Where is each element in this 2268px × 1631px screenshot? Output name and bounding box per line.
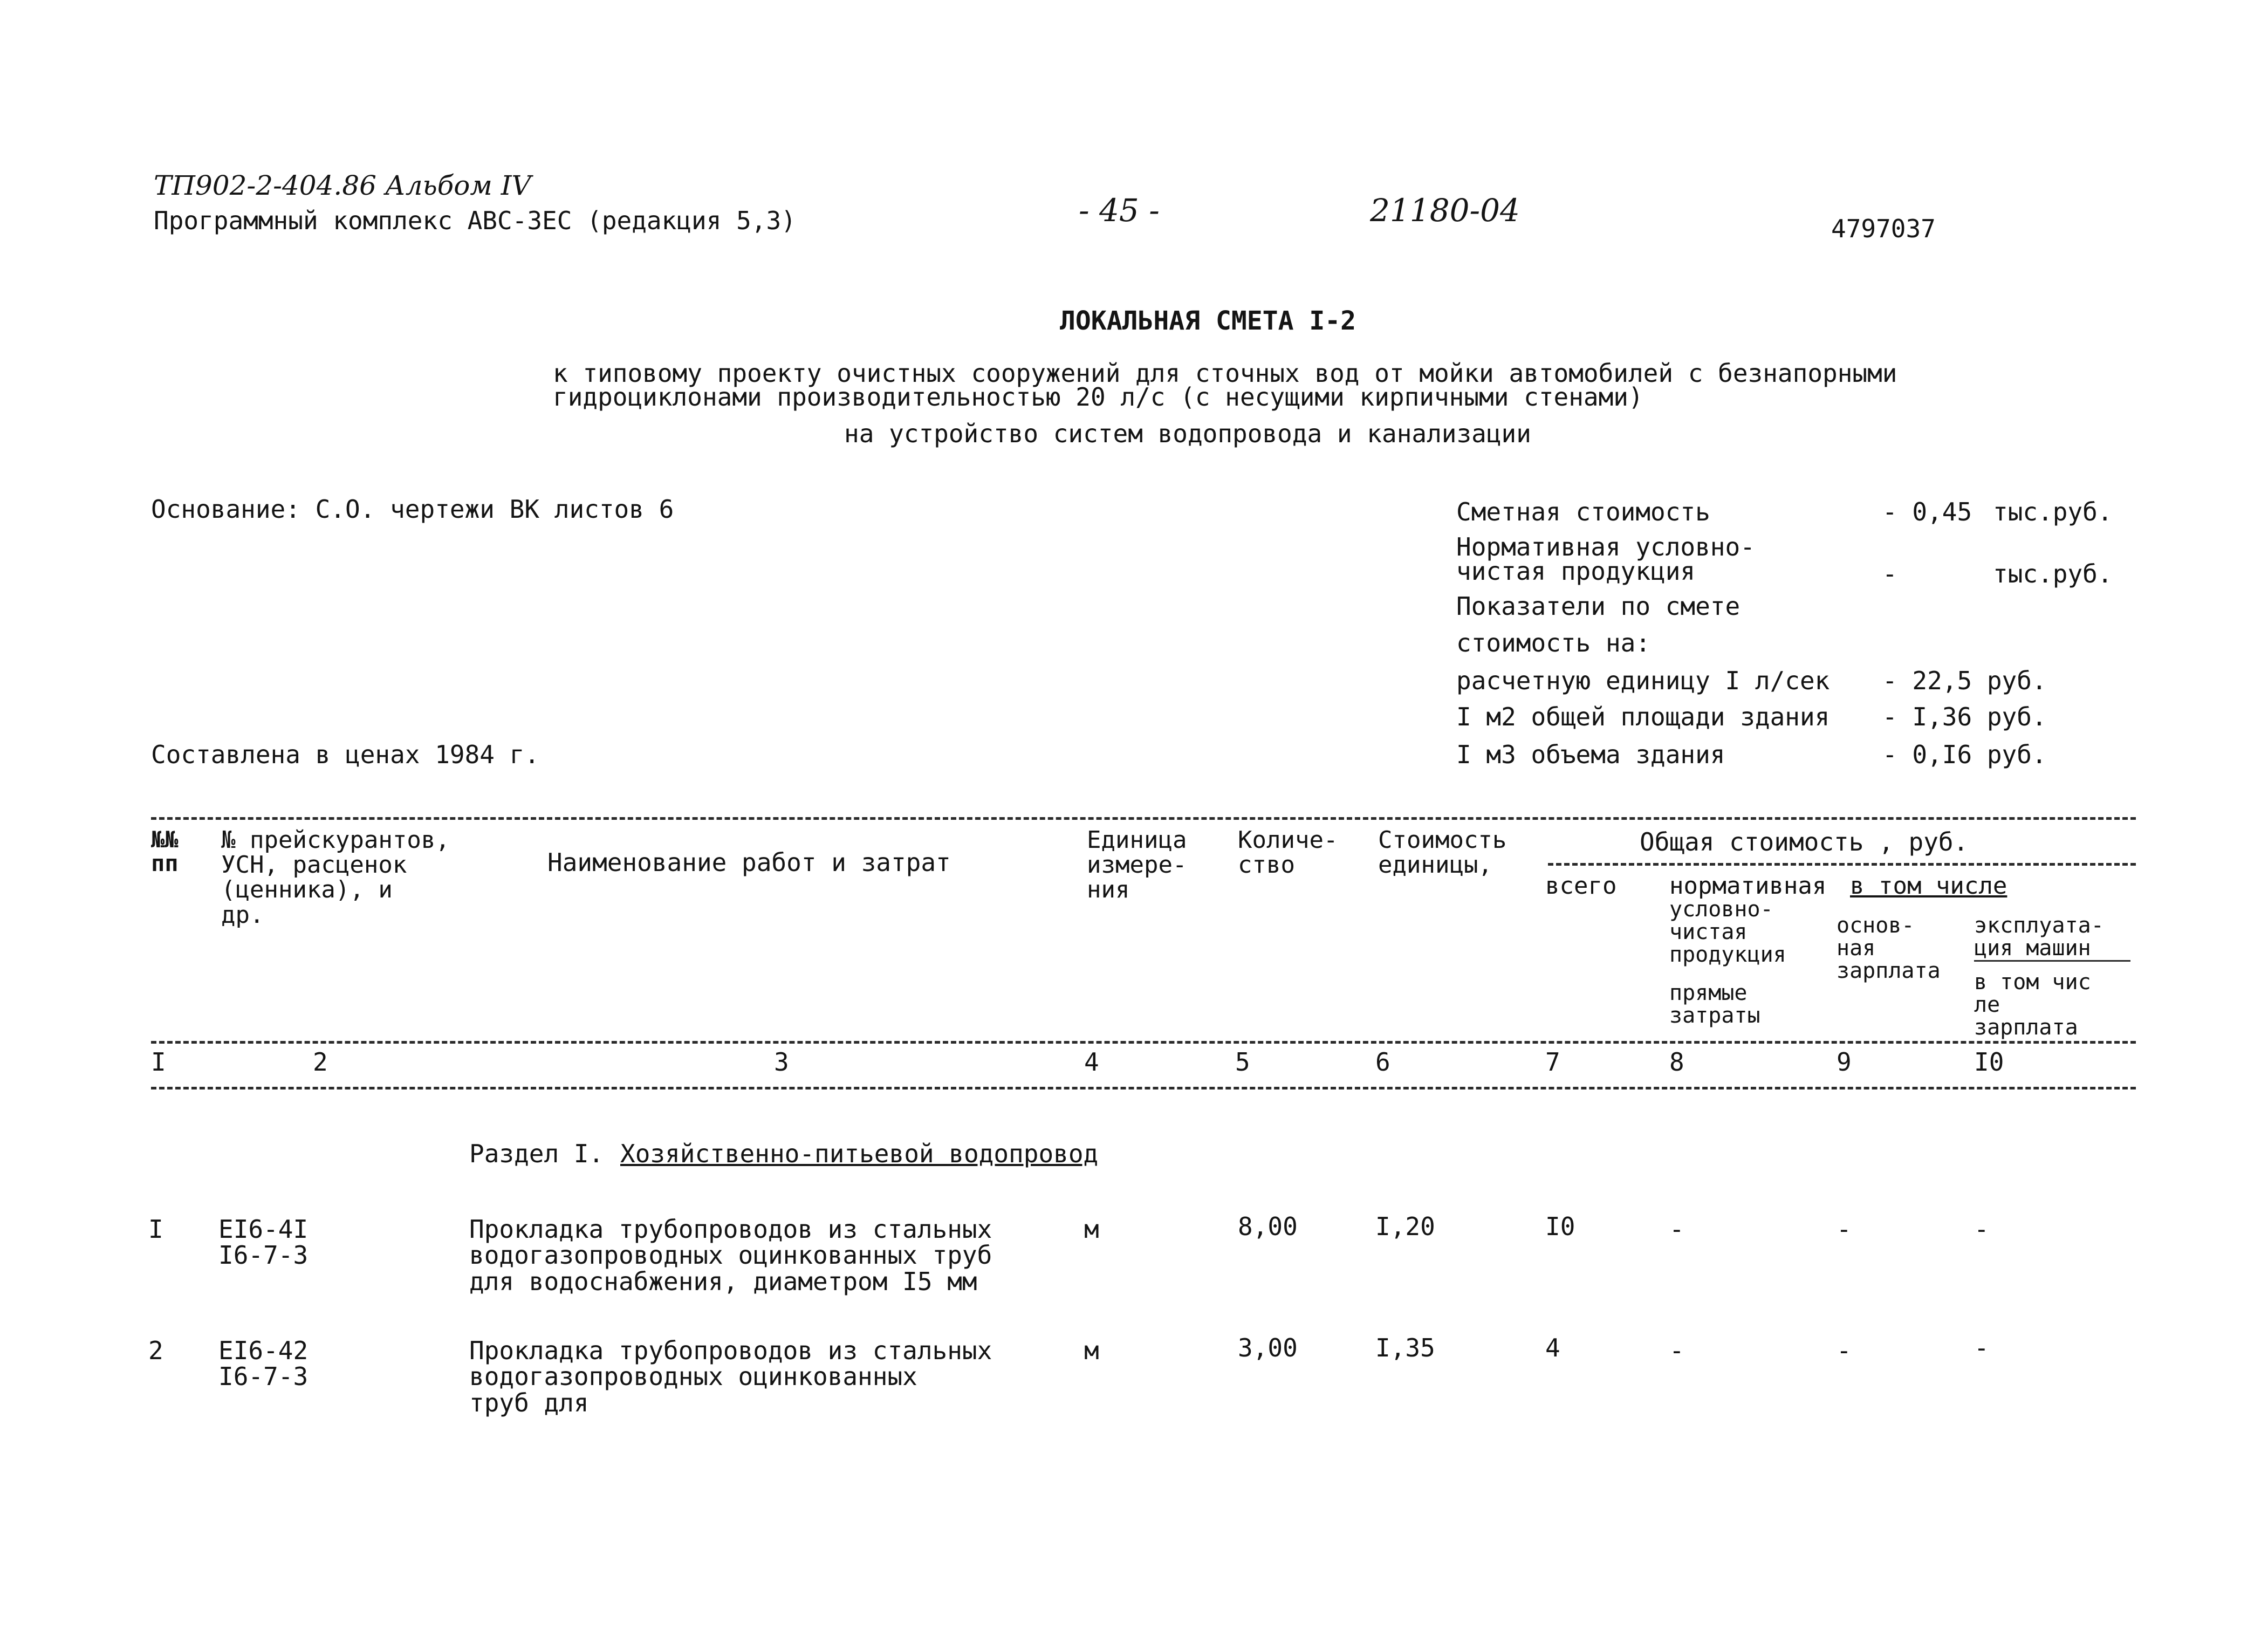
area-indicator-label: I м2 общей площади здания bbox=[1456, 702, 1830, 731]
table-top-rule bbox=[151, 817, 2136, 820]
header-col-3: Наименование работ и затрат bbox=[547, 848, 951, 877]
row-unit: м bbox=[1084, 1336, 1099, 1365]
basis: Основание: С.О. чертежи ВК листов 6 bbox=[151, 495, 674, 524]
col-number-6: 6 bbox=[1375, 1047, 1390, 1077]
section-name: Хозяйственно-питьевой водопровод bbox=[620, 1139, 1099, 1168]
col-number-2: 2 bbox=[313, 1047, 328, 1077]
header-col-8-top: условно- чистая продукция bbox=[1669, 897, 1786, 967]
row-code: ЕI6-4I I6-7-3 bbox=[218, 1215, 309, 1270]
header-col-8-bottom: прямые затраты bbox=[1669, 981, 1760, 1028]
col-10-separator bbox=[1974, 960, 2130, 962]
header-col-2: № прейскурантов, УСН, расценок (ценника), и др. bbox=[221, 826, 450, 929]
col-number-4: 4 bbox=[1084, 1047, 1099, 1077]
estimate-title: ЛОКАЛЬНАЯ СМЕТА I-2 bbox=[1060, 306, 1356, 336]
program-name: Программный комплекс АВС-3ЕС (редакция 5,3) bbox=[154, 206, 796, 235]
row-name: Прокладка трубопроводов из стальных водогазопроводных оцинкованных труб для bbox=[469, 1336, 992, 1417]
row-col-9: - bbox=[1837, 1336, 1852, 1365]
row-col-10: - bbox=[1974, 1333, 1989, 1362]
header-bottom-rule bbox=[151, 1041, 2136, 1044]
page-number: - 45 - bbox=[1079, 192, 1160, 229]
title-line-3: на устройство систем водопровода и канализации bbox=[844, 419, 1531, 448]
col-number-9: 9 bbox=[1837, 1047, 1852, 1077]
title-line-2: гидроциклонами производительностью 20 л/с (с несущими кирпичными стенами) bbox=[553, 382, 1643, 412]
unit-indicator-label: расчетную единицу I л/сек bbox=[1456, 666, 1830, 695]
cost-unit: тыс.руб. bbox=[1993, 497, 2113, 526]
row-col-8: - bbox=[1669, 1336, 1684, 1365]
row-total: 4 bbox=[1545, 1333, 1560, 1362]
row-quantity: 3,00 bbox=[1238, 1333, 1298, 1362]
section-prefix: Раздел I. bbox=[469, 1139, 604, 1168]
row-col-9: - bbox=[1837, 1215, 1852, 1244]
header-col-6: Стоимость единицы, bbox=[1378, 826, 1507, 879]
document-code: 21180-04 bbox=[1370, 192, 1520, 229]
row-col-10: - bbox=[1974, 1215, 1989, 1244]
title-line-1: к типовому проекту очистных сооружений для сточных вод от мойки автомобилей с безнапорными bbox=[553, 359, 1897, 388]
col-number-5: 5 bbox=[1235, 1047, 1250, 1077]
row-col-8: - bbox=[1669, 1215, 1684, 1244]
header-col-10-top: эксплуата- ция машин bbox=[1974, 913, 2104, 961]
inventory-number: 4797037 bbox=[1831, 214, 1936, 243]
row-total: I0 bbox=[1545, 1212, 1575, 1241]
unit-indicator-value: - 22,5 руб. bbox=[1882, 666, 2047, 695]
volume-indicator-label: I м3 объема здания bbox=[1456, 740, 1725, 769]
total-cost-rule bbox=[1548, 863, 2136, 866]
col-number-10: I0 bbox=[1974, 1047, 2004, 1077]
header-col-10-bottom: в том чис ле зарплата bbox=[1974, 970, 2091, 1040]
norm-label-2: чистая продукция bbox=[1456, 557, 1696, 586]
prices-year: Составлена в ценах 1984 г. bbox=[151, 740, 540, 769]
col-number-1: I bbox=[151, 1047, 166, 1077]
row-name: Прокладка трубопроводов из стальных водогазопроводных оцинкованных труб для водоснабжения, диаметром I5 мм bbox=[469, 1215, 992, 1296]
row-number: 2 bbox=[148, 1336, 163, 1365]
row-code: ЕI6-42 I6-7-3 bbox=[218, 1336, 309, 1392]
norm-unit: тыс.руб. bbox=[1993, 559, 2113, 588]
row-number: I bbox=[148, 1215, 163, 1244]
header-col-9: основ- ная зарплата bbox=[1837, 913, 1941, 983]
header-col-7: всего bbox=[1545, 872, 1617, 900]
col-number-7: 7 bbox=[1545, 1047, 1560, 1077]
handwritten-reference: ТП902-2-404.86 Альбом IV bbox=[154, 170, 531, 201]
norm-label-1: Нормативная условно- bbox=[1456, 532, 1755, 561]
cost-label: Сметная стоимость bbox=[1456, 497, 1710, 526]
header-normative: нормативная bbox=[1669, 872, 1827, 900]
cost-value: - 0,45 bbox=[1882, 497, 1972, 526]
area-indicator-value: - I,36 руб. bbox=[1882, 702, 2047, 731]
col-number-8: 8 bbox=[1669, 1047, 1684, 1077]
row-unit: м bbox=[1084, 1215, 1099, 1244]
header-col-5: Количе- ство bbox=[1238, 826, 1338, 879]
header-including: в том числе bbox=[1850, 872, 2007, 900]
indicators-label-2: стоимость на: bbox=[1456, 628, 1651, 657]
volume-indicator-value: - 0,I6 руб. bbox=[1882, 740, 2047, 769]
row-unit-price: I,20 bbox=[1375, 1212, 1435, 1241]
header-total-cost: Общая стоимость , руб. bbox=[1640, 827, 1969, 856]
row-unit-price: I,35 bbox=[1375, 1333, 1435, 1362]
header-col-1: №№ пп bbox=[151, 826, 179, 877]
header-col-4: Единица измере- ния bbox=[1087, 826, 1187, 904]
col-number-3: 3 bbox=[774, 1047, 789, 1077]
numbers-bottom-rule bbox=[151, 1087, 2136, 1089]
norm-dash: - bbox=[1882, 559, 1897, 588]
indicators-label-1: Показатели по смете bbox=[1456, 592, 1741, 621]
row-quantity: 8,00 bbox=[1238, 1212, 1298, 1241]
